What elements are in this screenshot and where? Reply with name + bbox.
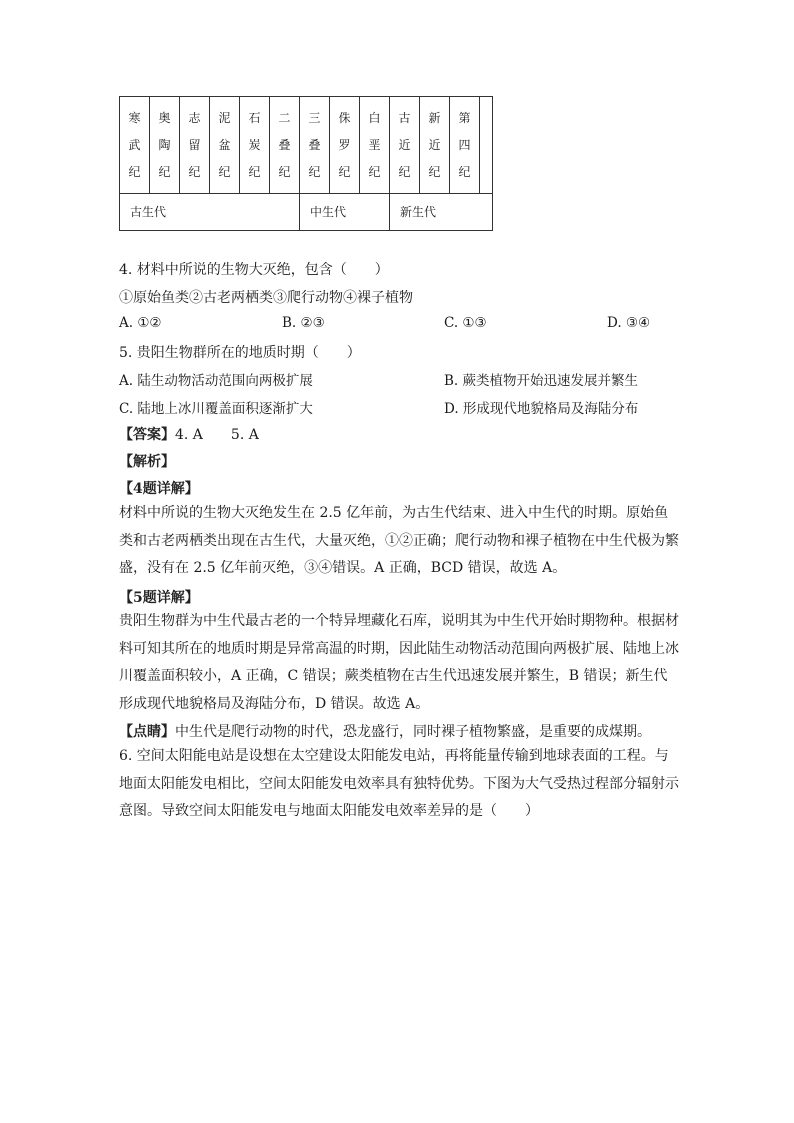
period-label: 奥陶纪 [158,111,171,179]
q4-option-b: B. ②③ [282,315,325,331]
analysis-tag: 【解析】 [119,454,175,470]
period-label: 第四纪 [458,111,471,179]
q5-option-d: D. 形成现代地貌格局及海陆分布 [444,401,639,417]
q5-option-b: B. 蕨类植物开始迅速发展并繁生 [444,373,639,389]
q4-stem: 4. 材料中所说的生物大灭绝，包含（ ） [119,262,389,278]
period-cell [300,97,330,194]
period-label: 古近纪 [398,111,411,179]
q5-option-a: A. 陆生动物活动范围向两极扩展 [119,373,313,389]
period-cell [150,97,180,194]
period-cell [360,97,390,194]
period-label: 寒武纪 [128,111,141,179]
q4-option-d: D. ③④ [607,315,651,331]
period-label: 石炭纪 [248,111,261,179]
answer-tag: 【答案】 [119,427,175,443]
detail5-tag: 【5题详解】 [119,590,199,606]
period-label: 白垩纪 [368,111,381,179]
q6-stem: 6. 空间太阳能电站是设想在太空建设太阳能发电站，再将能量传输到地球表面的工程。与地面太阳能发电相比，空间太阳能发电效率具有独特优势。下图为大气受热过程部分辐射示意图。导致空间太阳能发电与地面太阳能发电效率差异的是（ ） [119,748,679,819]
period-cell [270,97,300,194]
tip-tag: 【点睛】 [119,724,175,740]
tip-line [119,721,651,741]
q4-option-a: A. ①② [119,315,162,331]
period-label: 侏罗纪 [338,111,351,179]
detail5-text: 贵阳生物群为中生代最古老的一个特异埋藏化石库，说明其为中生代开始时期物种。根据材料可知其所在的地质时期是异常高温的时期，因此陆生动物活动范围向两极扩展、陆地上冰川覆盖面积较小，A 正确，C 错误；蕨类植物在古生代迅速发展并繁生，B 错误；新生代形成现代地貌格局及海陆分布，D 错误。故选 A。 [119,613,679,712]
geologic-time-table [119,96,493,231]
period-cell [330,97,360,194]
answer-line [119,424,259,444]
period-cell [390,97,420,194]
period-cell [210,97,240,194]
q4-option-c: C. ①③ [444,315,487,331]
period-cell [180,97,210,194]
q5-stem: 5. 贵阳生物群所在的地质时期（ ） [119,345,361,361]
detail4-tag: 【4题详解】 [119,481,199,497]
period-label: 二叠纪 [278,111,291,179]
tip-text: 中生代是爬行动物的时代，恐龙盛行，同时裸子植物繁盛，是重要的成煤期。 [175,724,651,740]
period-cell [120,97,150,194]
period-row [120,97,493,194]
detail4-text: 材料中所说的生物大灭绝发生在 2.5 亿年前，为古生代结束、进入中生代的时期。原始鱼类和古老两栖类出现在古生代，大量灭绝，①②正确；爬行动物和裸子植物在中生代极为繁盛，没有在 2.5 亿年前灭绝，③④错误。A 正确，BCD 错误，故选 A。 [119,505,679,576]
period-label: 泥盆纪 [218,111,231,179]
period-cell [450,97,480,194]
period-label: 志留纪 [188,111,201,179]
period-label: 三叠纪 [308,111,321,179]
era-cenozoic: 新生代 [390,194,493,231]
answer-text: 4. A 5. A [175,427,259,443]
q5-option-c: C. 陆地上冰川覆盖面积逐渐扩大 [119,401,313,417]
q4-items: ①原始鱼类②古老两栖类③爬行动物④裸子植物 [119,290,413,306]
era-mesozoic: 中生代 [300,194,390,231]
period-label: 新近纪 [428,111,441,179]
period-cell [420,97,450,194]
era-row [120,194,493,231]
blank-cell [480,97,493,194]
era-paleozoic: 古生代 [120,194,300,231]
period-cell [240,97,270,194]
